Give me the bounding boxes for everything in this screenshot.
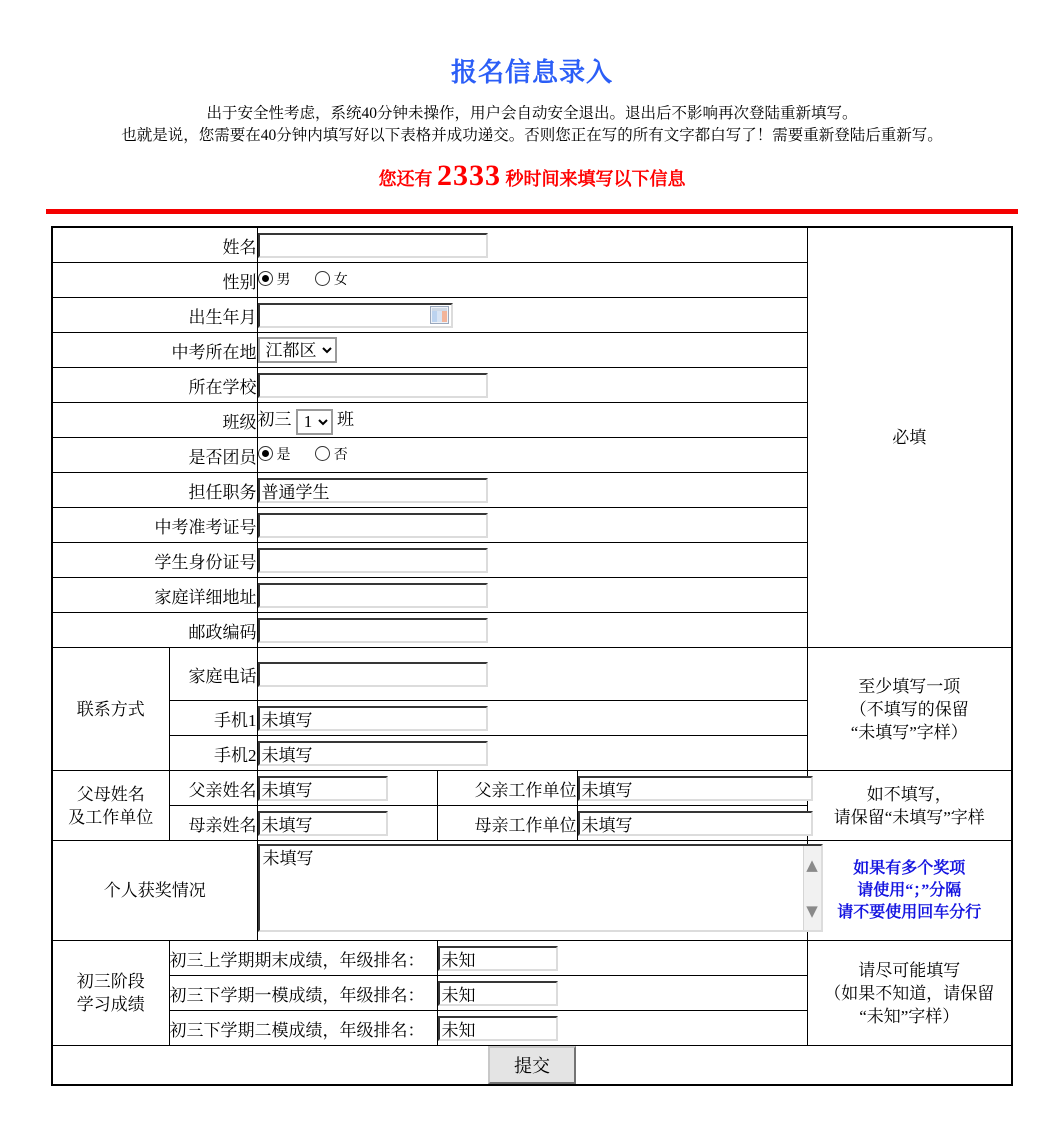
league-yes-label: 是 <box>276 447 291 463</box>
table-row <box>52 841 1012 941</box>
note-contact <box>807 648 1012 771</box>
note-scores <box>807 941 1012 1046</box>
field-school-cell <box>257 368 807 403</box>
radio-yes-icon[interactable] <box>258 446 273 461</box>
note-awards <box>807 841 1012 941</box>
field-score-term1-cell <box>437 941 807 976</box>
label-mobile1: 手机1 <box>169 701 257 736</box>
league-option-no[interactable] <box>315 444 348 464</box>
note-contact-line-3: “未填写”字样） <box>850 722 968 742</box>
field-mobile2-cell <box>257 736 807 771</box>
note-contact-line-1: 至少填写一项 <box>858 676 961 696</box>
calendar-icon[interactable] <box>430 306 449 324</box>
date-picker-wrap <box>258 303 453 328</box>
label-address: 家庭详细地址 <box>52 578 257 613</box>
label-school: 所在学校 <box>52 368 257 403</box>
label-league: 是否团员 <box>52 438 257 473</box>
class-number-select[interactable] <box>296 409 333 435</box>
table-row <box>52 771 1012 806</box>
label-mother-work: 母亲工作单位 <box>437 806 577 841</box>
note-parents-line-1: 如不填写， <box>866 784 952 804</box>
score-mock1-input[interactable] <box>438 981 558 1006</box>
countdown-seconds: 2333 <box>437 159 501 192</box>
field-postcode-cell <box>257 613 807 648</box>
field-mother-work-cell <box>577 806 807 841</box>
gender-option-female[interactable] <box>315 269 348 289</box>
red-divider <box>46 209 1018 214</box>
label-id-card: 学生身份证号 <box>52 543 257 578</box>
label-exam-area: 中考所在地 <box>52 333 257 368</box>
field-awards-cell <box>257 841 818 941</box>
birth-date-input[interactable] <box>258 303 453 328</box>
class-suffix: 班 <box>337 410 354 430</box>
mobile1-input[interactable] <box>258 706 488 731</box>
field-address-cell <box>257 578 807 613</box>
note-parents <box>807 771 1012 841</box>
table-row <box>52 648 1012 701</box>
submit-cell <box>52 1046 1012 1086</box>
label-class: 班级 <box>52 403 257 438</box>
note-scores-line-2: （如果不知道，请保留 <box>824 983 995 1003</box>
field-mobile1-cell <box>257 701 807 736</box>
radio-no-icon[interactable] <box>315 446 330 461</box>
position-input[interactable] <box>258 478 488 503</box>
label-father-name: 父亲姓名 <box>169 771 257 806</box>
gender-female-label: 女 <box>333 272 348 288</box>
postcode-input[interactable] <box>258 618 488 643</box>
id-card-input[interactable] <box>258 548 488 573</box>
notice-block <box>6 103 1058 147</box>
page-title: 报名信息录入 <box>450 57 613 87</box>
radio-male-icon[interactable] <box>258 271 273 286</box>
father-work-input[interactable] <box>578 776 813 801</box>
field-birth-cell <box>257 298 807 333</box>
label-gender: 性别 <box>52 263 257 298</box>
label-postcode: 邮政编码 <box>52 613 257 648</box>
mother-name-input[interactable] <box>258 811 388 836</box>
field-gender-cell <box>257 263 807 298</box>
league-no-label: 否 <box>333 447 348 463</box>
label-score-term1: 初三上学期期末成绩，年级排名： <box>169 941 437 976</box>
name-input[interactable] <box>258 233 488 258</box>
field-father-work-cell <box>577 771 807 806</box>
home-phone-input[interactable] <box>258 662 488 687</box>
section-scores-line-2: 学习成绩 <box>76 995 145 1014</box>
registration-form-table <box>51 226 1013 1086</box>
gender-option-male[interactable] <box>258 269 291 289</box>
chevron-down-icon[interactable]: ▼ <box>806 902 818 920</box>
notice-line-1: 出于安全性考虑，系统40分钟未操作，用户会自动安全退出。退出后不影响再次登陆重新填写。 <box>206 105 858 122</box>
label-position: 担任职务 <box>52 473 257 508</box>
label-mother-name: 母亲姓名 <box>169 806 257 841</box>
section-scores-label <box>52 941 169 1046</box>
note-awards-line-1: 如果有多个奖项 <box>853 859 966 877</box>
table-row <box>52 227 1012 263</box>
exam-area-select[interactable] <box>258 337 337 363</box>
score-term1-input[interactable] <box>438 946 558 971</box>
league-option-yes[interactable] <box>258 444 291 464</box>
school-input[interactable] <box>258 373 488 398</box>
field-exam-area-cell <box>257 333 807 368</box>
radio-female-icon[interactable] <box>315 271 330 286</box>
countdown-suffix: 秒时间来填写以下信息 <box>505 169 686 189</box>
label-name: 姓名 <box>52 227 257 263</box>
section-parents-label <box>52 771 169 841</box>
note-scores-line-1: 请尽可能填写 <box>858 960 961 980</box>
label-mobile2: 手机2 <box>169 736 257 771</box>
field-id-card-cell <box>257 543 807 578</box>
table-row <box>52 941 1012 976</box>
field-father-name-cell <box>257 771 437 806</box>
section-parents-line-1: 父母姓名 <box>76 784 145 804</box>
field-score-mock2-cell <box>437 1011 807 1046</box>
note-contact-line-2: （不填写的保留 <box>849 699 969 719</box>
note-scores-line-3: “未知”字样） <box>859 1006 960 1026</box>
label-exam-ticket: 中考准考证号 <box>52 508 257 543</box>
field-mother-name-cell <box>257 806 437 841</box>
field-score-mock1-cell <box>437 976 807 1011</box>
field-league-cell <box>257 438 807 473</box>
note-awards-line-3: 请不要使用回车分行 <box>837 903 982 921</box>
table-row-submit <box>52 1046 1012 1086</box>
field-class-cell <box>257 403 807 438</box>
textarea-scrollbar[interactable] <box>803 846 821 930</box>
section-parents-line-2: 及工作单位 <box>68 807 154 827</box>
mother-work-input[interactable] <box>578 811 813 836</box>
label-score-mock1: 初三下学期一模成绩，年级排名： <box>169 976 437 1011</box>
father-name-input[interactable] <box>258 776 388 801</box>
gender-male-label: 男 <box>276 272 291 288</box>
score-mock2-input[interactable] <box>438 1016 558 1041</box>
section-contact-label: 联系方式 <box>52 648 169 771</box>
class-prefix: 初三 <box>257 410 292 430</box>
note-required: 必填 <box>807 227 1012 648</box>
label-home-phone: 家庭电话 <box>169 648 257 701</box>
label-awards: 个人获奖情况 <box>52 841 257 941</box>
note-awards-line-2: 请使用“；”分隔 <box>857 881 962 899</box>
field-home-phone-cell <box>257 648 807 701</box>
field-name-cell <box>257 227 807 263</box>
countdown-prefix: 您还有 <box>378 169 433 189</box>
label-father-work: 父亲工作单位 <box>437 771 577 806</box>
note-parents-line-2: 请保留“未填写”字样 <box>833 807 985 827</box>
label-birth: 出生年月 <box>52 298 257 333</box>
chevron-up-icon[interactable]: ▲ <box>806 856 818 874</box>
submit-button[interactable]: 提交 <box>488 1046 576 1084</box>
exam-ticket-input[interactable] <box>258 513 488 538</box>
awards-textarea-wrap <box>258 844 823 937</box>
label-score-mock2: 初三下学期二模成绩，年级排名： <box>169 1011 437 1046</box>
notice-line-2: 也就是说，您需要在40分钟内填写好以下表格并成功递交。否则您正在写的所有文字都白写了！需要重新登陆后重新写。 <box>121 127 943 144</box>
mobile2-input[interactable] <box>258 741 488 766</box>
address-input[interactable] <box>258 583 488 608</box>
awards-textarea[interactable] <box>258 844 823 932</box>
countdown-banner <box>0 159 1064 193</box>
field-exam-ticket-cell <box>257 508 807 543</box>
section-scores-line-1: 初三阶段 <box>76 972 145 991</box>
field-position-cell <box>257 473 807 508</box>
